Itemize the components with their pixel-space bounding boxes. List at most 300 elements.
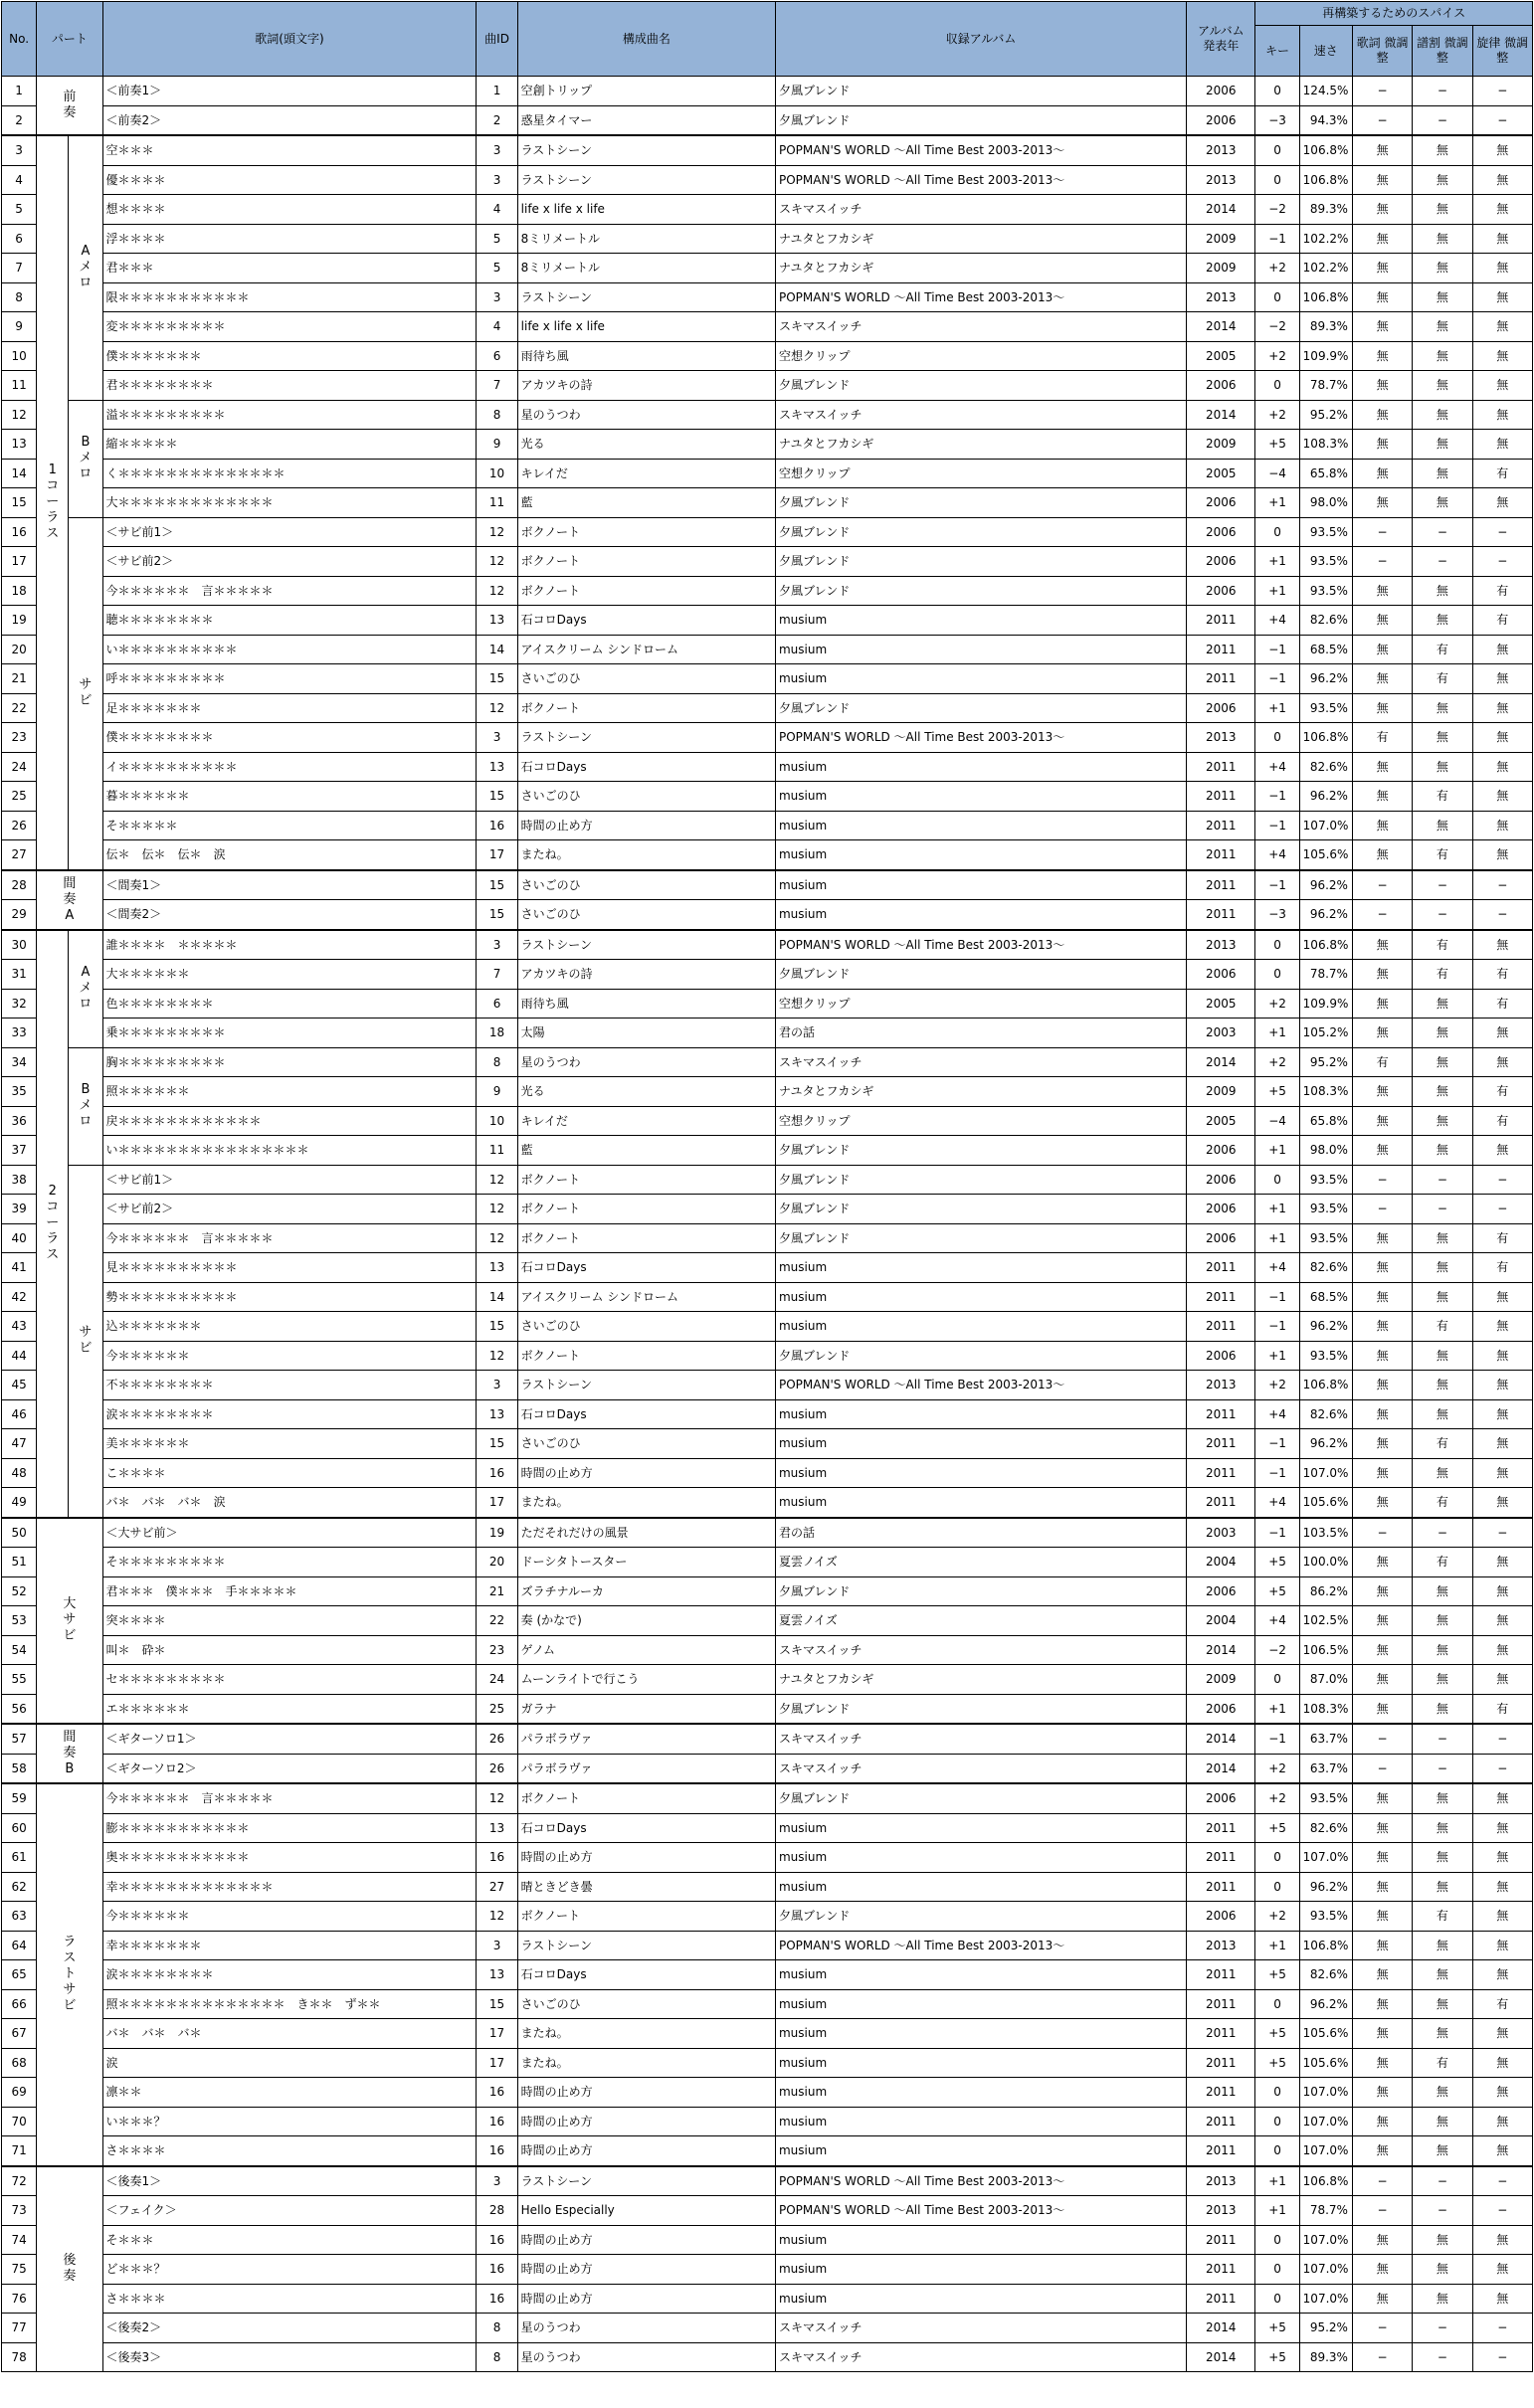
melody-adjust-cell: 無	[1472, 1548, 1532, 1577]
bar-adjust-cell: 無	[1413, 312, 1472, 342]
song-id-cell: 16	[477, 2136, 517, 2166]
album-cell: musium	[775, 1843, 1186, 1873]
speed-cell: 106.5%	[1299, 1635, 1352, 1665]
speed-cell: 82.6%	[1299, 606, 1352, 636]
row-number-cell: 30	[2, 930, 37, 960]
part-group-label: ラストサビ	[63, 1935, 77, 2014]
header-lyric: 歌詞(頭文字)	[102, 2, 477, 77]
song-id-cell: 13	[477, 1960, 517, 1990]
table-row	[2, 1371, 1533, 1400]
song-id-cell: 13	[477, 752, 517, 782]
key-cell: 0	[1255, 2284, 1299, 2314]
row-number-cell: 23	[2, 723, 37, 753]
album-cell: ナユタとフカシギ	[775, 430, 1186, 460]
row-number-cell: 38	[2, 1165, 37, 1195]
key-cell: −2	[1255, 312, 1299, 342]
melody-adjust-cell: 無	[1472, 2284, 1532, 2314]
bar-adjust-cell: 無	[1413, 2284, 1472, 2314]
lyric-cell: ど＊＊＊？	[102, 2255, 477, 2285]
song-id-cell: 4	[477, 312, 517, 342]
song-name-cell: 石コロDays	[517, 1960, 775, 1990]
header-melody-adjust: 旋律 微調整	[1472, 26, 1532, 77]
header-key: キー	[1255, 26, 1299, 77]
song-name-cell: 石コロDays	[517, 606, 775, 636]
lyric-cell: 大＊＊＊＊＊＊	[102, 960, 477, 990]
row-number-cell: 44	[2, 1341, 37, 1371]
key-cell: 0	[1255, 135, 1299, 165]
album-cell: 夕風ブレンド	[775, 1783, 1186, 1813]
lyric-cell: 君＊＊＊	[102, 254, 477, 283]
lyric-cell: 涙＊＊＊＊＊＊＊＊	[102, 1960, 477, 1990]
table-row	[2, 1106, 1533, 1136]
song-id-cell: 3	[477, 2166, 517, 2196]
song-name-cell: ボクノート	[517, 1223, 775, 1253]
table-row	[2, 400, 1533, 430]
lyric-adjust-cell: 無	[1352, 1813, 1412, 1843]
row-number-cell: 58	[2, 1754, 37, 1783]
melody-adjust-cell: 無	[1472, 2078, 1532, 2108]
melody-adjust-cell: 無	[1472, 1047, 1532, 1077]
part-group-label: 間奏B	[63, 1730, 77, 1776]
key-cell: +1	[1255, 1931, 1299, 1960]
key-cell: +5	[1255, 1576, 1299, 1606]
song-name-cell: ただそれだけの風景	[517, 1518, 775, 1548]
melody-adjust-cell: −	[1472, 1165, 1532, 1195]
song-name-cell: 時間の止め方	[517, 1843, 775, 1873]
key-cell: −1	[1255, 1312, 1299, 1342]
bar-adjust-cell: 有	[1413, 635, 1472, 664]
song-name-cell: 時間の止め方	[517, 1458, 775, 1488]
song-id-cell: 16	[477, 2284, 517, 2314]
year-cell: 2006	[1187, 1694, 1255, 1724]
song-id-cell: 12	[477, 1902, 517, 1932]
year-cell: 2006	[1187, 1136, 1255, 1166]
album-cell: スキマスイッチ	[775, 2342, 1186, 2372]
table-row	[2, 1989, 1533, 2019]
lyric-cell: こ＊＊＊＊	[102, 1458, 477, 1488]
table-row	[2, 1960, 1533, 1990]
key-cell: −1	[1255, 664, 1299, 694]
lyric-adjust-cell: 無	[1352, 224, 1412, 254]
year-cell: 2013	[1187, 282, 1255, 312]
album-cell: POPMAN'S WORLD 〜All Time Best 2003-2013〜	[775, 2196, 1186, 2226]
year-cell: 2011	[1187, 1843, 1255, 1873]
lyric-cell: 幸＊＊＊＊＊＊＊＊＊＊＊＊＊	[102, 1872, 477, 1902]
year-cell: 2005	[1187, 341, 1255, 371]
table-row	[2, 989, 1533, 1019]
song-id-cell: 19	[477, 1518, 517, 1548]
song-id-cell: 26	[477, 1754, 517, 1783]
song-name-cell: パラボラヴァ	[517, 1724, 775, 1754]
song-name-cell: ボクノート	[517, 693, 775, 723]
table-row	[2, 1665, 1533, 1695]
lyric-cell: い＊＊＊＊＊＊＊＊＊＊	[102, 635, 477, 664]
year-cell: 2003	[1187, 1518, 1255, 1548]
song-name-cell: ムーンライトで行こう	[517, 1665, 775, 1695]
year-cell: 2005	[1187, 459, 1255, 488]
row-number-cell: 57	[2, 1724, 37, 1754]
song-name-cell: ラストシーン	[517, 165, 775, 195]
song-name-cell: 空創トリップ	[517, 77, 775, 106]
lyric-adjust-cell: 無	[1352, 989, 1412, 1019]
lyric-adjust-cell: 無	[1352, 693, 1412, 723]
key-cell: 0	[1255, 282, 1299, 312]
lyric-adjust-cell: 無	[1352, 1989, 1412, 2019]
song-id-cell: 27	[477, 1872, 517, 1902]
bar-adjust-cell: 有	[1413, 1429, 1472, 1459]
song-name-cell: ボクノート	[517, 1341, 775, 1371]
year-cell: 2011	[1187, 811, 1255, 840]
lyric-adjust-cell: −	[1352, 870, 1412, 900]
song-name-cell: life x life x life	[517, 195, 775, 225]
key-cell: 0	[1255, 2225, 1299, 2255]
part-subgroup-label: Aメロ	[79, 244, 93, 291]
part-group-cell	[37, 870, 102, 930]
song-id-cell: 13	[477, 1399, 517, 1429]
song-name-cell: またね。	[517, 1488, 775, 1518]
year-cell: 2011	[1187, 1813, 1255, 1843]
bar-adjust-cell: 無	[1413, 2136, 1472, 2166]
song-name-cell: またね。	[517, 840, 775, 870]
row-number-cell: 51	[2, 1548, 37, 1577]
speed-cell: 78.7%	[1299, 371, 1352, 401]
song-id-cell: 3	[477, 282, 517, 312]
lyric-adjust-cell: 無	[1352, 459, 1412, 488]
year-cell: 2006	[1187, 105, 1255, 135]
album-cell: スキマスイッチ	[775, 2314, 1186, 2343]
row-number-cell: 54	[2, 1635, 37, 1665]
album-cell: スキマスイッチ	[775, 1754, 1186, 1783]
song-composition-table	[1, 1, 1533, 2372]
table-row	[2, 2342, 1533, 2372]
lyric-cell: 胸＊＊＊＊＊＊＊＊＊	[102, 1047, 477, 1077]
year-cell: 2011	[1187, 2136, 1255, 2166]
album-cell: musium	[775, 1872, 1186, 1902]
year-cell: 2009	[1187, 1665, 1255, 1695]
row-number-cell: 73	[2, 2196, 37, 2226]
melody-adjust-cell: −	[1472, 77, 1532, 106]
song-id-cell: 6	[477, 341, 517, 371]
speed-cell: 106.8%	[1299, 282, 1352, 312]
key-cell: +2	[1255, 400, 1299, 430]
album-cell: ナユタとフカシギ	[775, 1665, 1186, 1695]
row-number-cell: 74	[2, 2225, 37, 2255]
header-album: 収録アルバム	[775, 2, 1186, 77]
speed-cell: 108.3%	[1299, 430, 1352, 460]
melody-adjust-cell: 無	[1472, 2136, 1532, 2166]
bar-adjust-cell: 無	[1413, 1931, 1472, 1960]
key-cell: +1	[1255, 1694, 1299, 1724]
lyric-adjust-cell: 無	[1352, 312, 1412, 342]
song-name-cell: アイスクリーム シンドローム	[517, 1282, 775, 1312]
key-cell: −2	[1255, 195, 1299, 225]
bar-adjust-cell: −	[1413, 2196, 1472, 2226]
melody-adjust-cell: 無	[1472, 1576, 1532, 1606]
song-name-cell: 時間の止め方	[517, 2284, 775, 2314]
melody-adjust-cell: 無	[1472, 1902, 1532, 1932]
lyric-adjust-cell: 無	[1352, 195, 1412, 225]
bar-adjust-cell: 無	[1413, 1665, 1472, 1695]
song-name-cell: ラストシーン	[517, 2166, 775, 2196]
year-cell: 2014	[1187, 1635, 1255, 1665]
melody-adjust-cell: 無	[1472, 224, 1532, 254]
album-cell: musium	[775, 1253, 1186, 1283]
bar-adjust-cell: 無	[1413, 606, 1472, 636]
speed-cell: 124.5%	[1299, 77, 1352, 106]
album-cell: 夕風ブレンド	[775, 517, 1186, 547]
lyric-cell: 照＊＊＊＊＊＊	[102, 1077, 477, 1107]
melody-adjust-cell: 無	[1472, 1282, 1532, 1312]
part-subgroup-cell	[69, 517, 102, 870]
album-cell: 夕風ブレンド	[775, 1341, 1186, 1371]
row-number-cell: 11	[2, 371, 37, 401]
song-name-cell: 石コロDays	[517, 1253, 775, 1283]
song-name-cell: またね。	[517, 2048, 775, 2078]
bar-adjust-cell: −	[1413, 870, 1472, 900]
row-number-cell: 32	[2, 989, 37, 1019]
lyric-cell: セ＊＊＊＊＊＊＊＊＊	[102, 1665, 477, 1695]
melody-adjust-cell: 無	[1472, 1813, 1532, 1843]
part-group-cell	[37, 77, 102, 136]
lyric-cell: 今＊＊＊＊＊＊ 言＊＊＊＊＊	[102, 1783, 477, 1813]
melody-adjust-cell: 無	[1472, 664, 1532, 694]
table-row	[2, 1019, 1533, 1048]
part-subgroup-label: Bメロ	[79, 435, 93, 481]
lyric-adjust-cell: −	[1352, 547, 1412, 577]
song-id-cell: 15	[477, 900, 517, 930]
bar-adjust-cell: 無	[1413, 1077, 1472, 1107]
bar-adjust-cell: 無	[1413, 2078, 1472, 2108]
year-cell: 2013	[1187, 1371, 1255, 1400]
lyric-adjust-cell: 無	[1352, 930, 1412, 960]
bar-adjust-cell: 無	[1413, 576, 1472, 606]
melody-adjust-cell: 無	[1472, 1399, 1532, 1429]
song-name-cell: 光る	[517, 430, 775, 460]
song-name-cell: ボクノート	[517, 576, 775, 606]
lyric-cell: 溢＊＊＊＊＊＊＊＊＊	[102, 400, 477, 430]
lyric-adjust-cell: 無	[1352, 606, 1412, 636]
year-cell: 2011	[1187, 1989, 1255, 2019]
speed-cell: 102.2%	[1299, 224, 1352, 254]
lyric-adjust-cell: 無	[1352, 371, 1412, 401]
bar-adjust-cell: 無	[1413, 2019, 1472, 2049]
song-id-cell: 15	[477, 664, 517, 694]
album-cell: POPMAN'S WORLD 〜All Time Best 2003-2013〜	[775, 1931, 1186, 1960]
song-id-cell: 28	[477, 2196, 517, 2226]
year-cell: 2011	[1187, 606, 1255, 636]
song-id-cell: 8	[477, 2342, 517, 2372]
lyric-cell: 勢＊＊＊＊＊＊＊＊＊＊	[102, 1282, 477, 1312]
song-name-cell: ラストシーン	[517, 282, 775, 312]
song-id-cell: 7	[477, 371, 517, 401]
song-name-cell: さいごのひ	[517, 664, 775, 694]
lyric-adjust-cell: −	[1352, 517, 1412, 547]
lyric-cell: 叫＊ 砕＊	[102, 1635, 477, 1665]
table-row	[2, 1195, 1533, 1224]
album-cell: スキマスイッチ	[775, 1724, 1186, 1754]
year-cell: 2014	[1187, 1754, 1255, 1783]
song-name-cell: 雨待ち風	[517, 341, 775, 371]
year-cell: 2011	[1187, 635, 1255, 664]
song-id-cell: 3	[477, 1931, 517, 1960]
song-id-cell: 16	[477, 2255, 517, 2285]
year-cell: 2011	[1187, 1282, 1255, 1312]
row-number-cell: 24	[2, 752, 37, 782]
header-song-name: 構成曲名	[517, 2, 775, 77]
key-cell: 0	[1255, 1165, 1299, 1195]
melody-adjust-cell: 無	[1472, 1458, 1532, 1488]
song-name-cell: さいごのひ	[517, 870, 775, 900]
key-cell: −3	[1255, 105, 1299, 135]
bar-adjust-cell: 有	[1413, 1488, 1472, 1518]
row-number-cell: 40	[2, 1223, 37, 1253]
speed-cell: 106.8%	[1299, 930, 1352, 960]
row-number-cell: 12	[2, 400, 37, 430]
year-cell: 2006	[1187, 517, 1255, 547]
table-row	[2, 1399, 1533, 1429]
table-row	[2, 2196, 1533, 2226]
bar-adjust-cell: 有	[1413, 2048, 1472, 2078]
album-cell: musium	[775, 1989, 1186, 2019]
song-id-cell: 11	[477, 1136, 517, 1166]
year-cell: 2006	[1187, 547, 1255, 577]
album-cell: ナユタとフカシギ	[775, 254, 1186, 283]
lyric-adjust-cell: 無	[1352, 2255, 1412, 2285]
table-row	[2, 811, 1533, 840]
lyric-cell: 膨＊＊＊＊＊＊＊＊＊＊＊	[102, 1813, 477, 1843]
key-cell: +5	[1255, 430, 1299, 460]
year-cell: 2009	[1187, 430, 1255, 460]
key-cell: −1	[1255, 1724, 1299, 1754]
year-cell: 2004	[1187, 1548, 1255, 1577]
song-id-cell: 23	[477, 1635, 517, 1665]
key-cell: −1	[1255, 1429, 1299, 1459]
year-cell: 2006	[1187, 371, 1255, 401]
speed-cell: 105.6%	[1299, 1488, 1352, 1518]
bar-adjust-cell: 無	[1413, 2225, 1472, 2255]
table-row	[2, 1783, 1533, 1813]
year-cell: 2011	[1187, 2019, 1255, 2049]
key-cell: +2	[1255, 1783, 1299, 1813]
table-row	[2, 1136, 1533, 1166]
year-cell: 2011	[1187, 1253, 1255, 1283]
bar-adjust-cell: 有	[1413, 840, 1472, 870]
table-row	[2, 576, 1533, 606]
row-number-cell: 35	[2, 1077, 37, 1107]
speed-cell: 108.3%	[1299, 1694, 1352, 1724]
lyric-cell: ＜ギターソロ1＞	[102, 1724, 477, 1754]
table-row	[2, 2166, 1533, 2196]
year-cell: 2011	[1187, 1312, 1255, 1342]
song-name-cell: 時間の止め方	[517, 2255, 775, 2285]
melody-adjust-cell: 有	[1472, 1989, 1532, 2019]
row-number-cell: 52	[2, 1576, 37, 1606]
key-cell: +1	[1255, 693, 1299, 723]
year-cell: 2009	[1187, 1077, 1255, 1107]
song-name-cell: 8ミリメートル	[517, 224, 775, 254]
table-row	[2, 1872, 1533, 1902]
part-group-label: 大サビ	[63, 1596, 77, 1644]
year-cell: 2014	[1187, 312, 1255, 342]
speed-cell: 89.3%	[1299, 195, 1352, 225]
melody-adjust-cell: 無	[1472, 1606, 1532, 1636]
row-number-cell: 37	[2, 1136, 37, 1166]
lyric-adjust-cell: 無	[1352, 1960, 1412, 1990]
melody-adjust-cell: 無	[1472, 2107, 1532, 2136]
year-cell: 2006	[1187, 1341, 1255, 1371]
song-name-cell: ラストシーン	[517, 135, 775, 165]
song-id-cell: 8	[477, 400, 517, 430]
table-row	[2, 635, 1533, 664]
speed-cell: 107.0%	[1299, 2136, 1352, 2166]
table-row	[2, 2107, 1533, 2136]
key-cell: +1	[1255, 1019, 1299, 1048]
song-id-cell: 24	[477, 1665, 517, 1695]
song-id-cell: 25	[477, 1694, 517, 1724]
row-number-cell: 50	[2, 1518, 37, 1548]
lyric-cell: 突＊＊＊＊	[102, 1606, 477, 1636]
lyric-cell: 足＊＊＊＊＊＊＊	[102, 693, 477, 723]
song-id-cell: 3	[477, 135, 517, 165]
row-number-cell: 53	[2, 1606, 37, 1636]
key-cell: −3	[1255, 900, 1299, 930]
table-row	[2, 1518, 1533, 1548]
lyric-cell: バ＊ バ＊ バ＊ 涙	[102, 1488, 477, 1518]
key-cell: 0	[1255, 930, 1299, 960]
table-row	[2, 165, 1533, 195]
album-cell: musium	[775, 2225, 1186, 2255]
song-name-cell: さいごのひ	[517, 1312, 775, 1342]
table-row	[2, 1724, 1533, 1754]
key-cell: −1	[1255, 1458, 1299, 1488]
key-cell: −1	[1255, 1282, 1299, 1312]
song-name-cell: ズラチナルーカ	[517, 1576, 775, 1606]
row-number-cell: 20	[2, 635, 37, 664]
melody-adjust-cell: −	[1472, 2342, 1532, 2372]
song-id-cell: 20	[477, 1548, 517, 1577]
song-id-cell: 5	[477, 254, 517, 283]
lyric-adjust-cell: 無	[1352, 1843, 1412, 1873]
album-cell: musium	[775, 752, 1186, 782]
row-number-cell: 67	[2, 2019, 37, 2049]
key-cell: +1	[1255, 576, 1299, 606]
bar-adjust-cell: −	[1413, 900, 1472, 930]
song-id-cell: 15	[477, 1429, 517, 1459]
row-number-cell: 66	[2, 1989, 37, 2019]
melody-adjust-cell: 有	[1472, 576, 1532, 606]
melody-adjust-cell: 無	[1472, 341, 1532, 371]
album-cell: ナユタとフカシギ	[775, 1077, 1186, 1107]
bar-adjust-cell: 無	[1413, 1694, 1472, 1724]
year-cell: 2011	[1187, 664, 1255, 694]
song-id-cell: 12	[477, 693, 517, 723]
speed-cell: 106.8%	[1299, 2166, 1352, 2196]
lyric-cell: 優＊＊＊＊	[102, 165, 477, 195]
song-id-cell: 26	[477, 1724, 517, 1754]
row-number-cell: 60	[2, 1813, 37, 1843]
speed-cell: 93.5%	[1299, 576, 1352, 606]
speed-cell: 106.8%	[1299, 1371, 1352, 1400]
melody-adjust-cell: −	[1472, 1518, 1532, 1548]
song-name-cell: アカツキの詩	[517, 960, 775, 990]
lyric-adjust-cell: 無	[1352, 1872, 1412, 1902]
album-cell: 夕風ブレンド	[775, 488, 1186, 518]
table-row	[2, 1223, 1533, 1253]
lyric-adjust-cell: 無	[1352, 664, 1412, 694]
key-cell: +5	[1255, 1813, 1299, 1843]
key-cell: 0	[1255, 2136, 1299, 2166]
table-row	[2, 1548, 1533, 1577]
